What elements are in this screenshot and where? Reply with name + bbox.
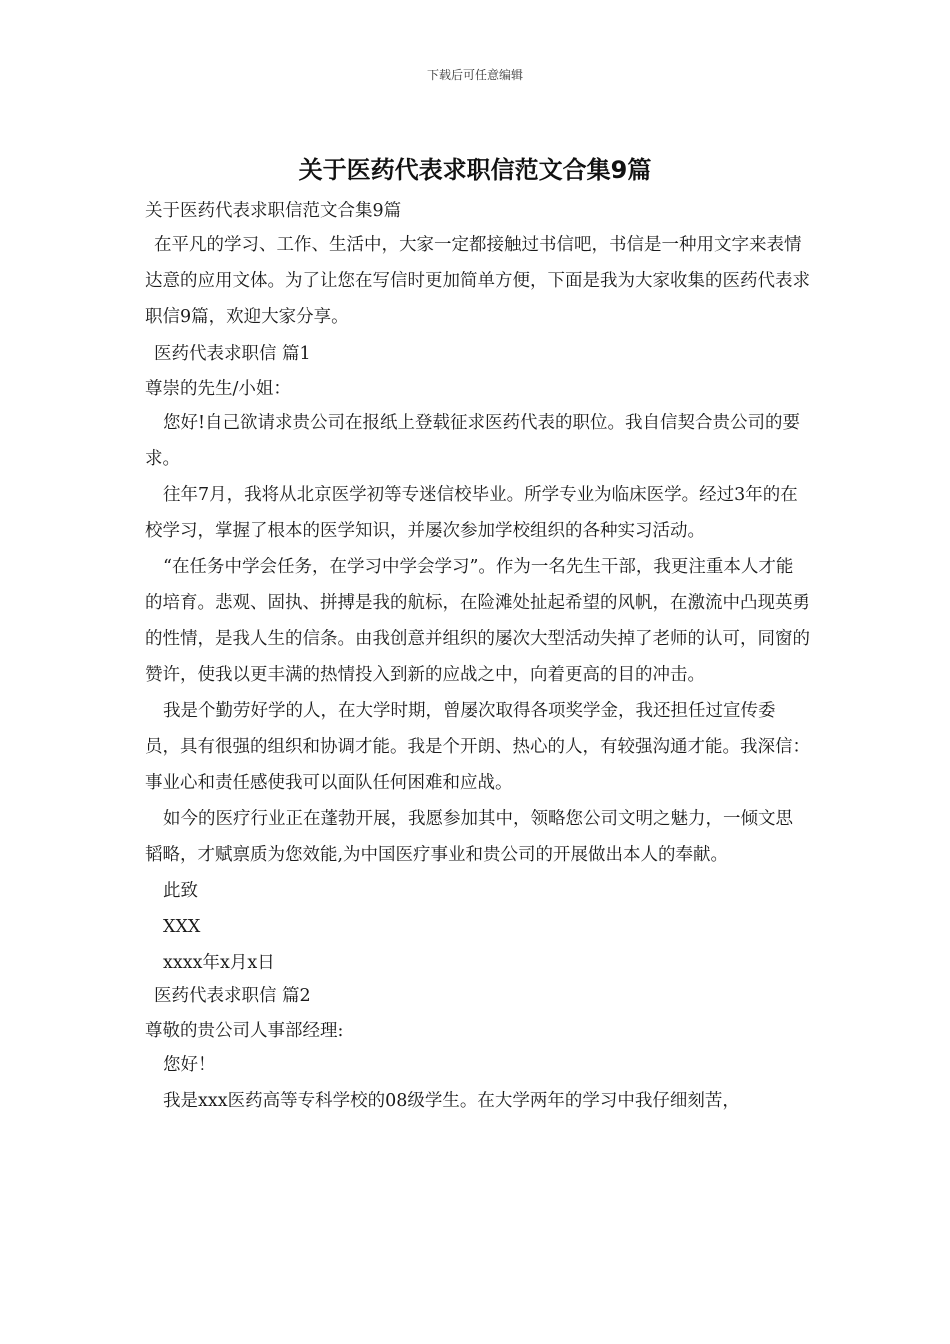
section-heading-1: 医药代表求职信 篇1 — [154, 344, 311, 364]
document-body — [145, 196, 810, 1119]
letter-paragraph-5: 如今的医疗行业正在蓬勃开展，我愿参加其中，领略您公司文明之魅力，一倾文思韬略，才赋禀质为您效能,为中国医疗事业和贵公司的开展做出本人的奉献。 — [145, 809, 793, 865]
letter-paragraph-4: 我是个勤劳好学的人，在大学时期，曾屡次取得各项奖学金，我还担任过宣传委员，具有很强的组织和协调才能。我是个开朗、热心的人，有较强沟通才能。我深信：事业心和责任感使我可以面队任何困难和应战。 — [145, 701, 810, 793]
header-note: 下载后可任意编辑 — [426, 68, 523, 82]
letter-paragraph-2-1: 我是xxx医药高等专科学校的08级学生。在大学两年的学习中我仔细刻苦， — [163, 1091, 740, 1111]
recipient-name: XXX — [163, 917, 201, 937]
greeting-2: 您好！ — [163, 1055, 216, 1075]
salutation-2: 尊敬的贵公司人事部经理: — [145, 1021, 344, 1041]
letter-date: xxxx年x月x日 — [163, 953, 275, 973]
page-title: 关于医药代表求职信范文合集9篇 — [298, 156, 652, 184]
closing-phrase: 此致 — [163, 881, 198, 901]
intro-paragraph: 在平凡的学习、工作、生活中，大家一定都接触过书信吧，书信是一种用文字来表情达意的应用文体。为了让您在写信时更加简单方便，下面是我为大家收集的医药代表求职信9篇，欢迎大家分享。 — [145, 235, 810, 327]
salutation-1: 尊崇的先生/小姐： — [145, 379, 291, 399]
letter-paragraph-2: 往年7月，我将从北京医学初等专迷信校毕业。所学专业为临床医学。经过3年的在校学习，掌握了根本的医学知识，并屡次参加学校组织的各种实习活动。 — [145, 485, 798, 541]
subtitle: 关于医药代表求职信范文合集9篇 — [145, 201, 402, 221]
letter-paragraph-3: “在任务中学会任务，在学习中学会学习”。作为一名先生干部，我更注重本人才能的培育。悲观、固执、拼搏是我的航标，在险滩处扯起希望的风帆，在激流中凸现英勇的性情，是我人生的信条。由我创意并组织的屡次大型活动失掉了老师的认可，同窗的赞许，使我以更丰满的热情投入到新的应战之中，向着更高的目的冲击。 — [145, 557, 810, 685]
letter-paragraph-1: 您好!自己欲请求贵公司在报纸上登载征求医药代表的职位。我自信契合贵公司的要求。 — [145, 413, 801, 469]
section-heading-2: 医药代表求职信 篇2 — [154, 986, 311, 1006]
